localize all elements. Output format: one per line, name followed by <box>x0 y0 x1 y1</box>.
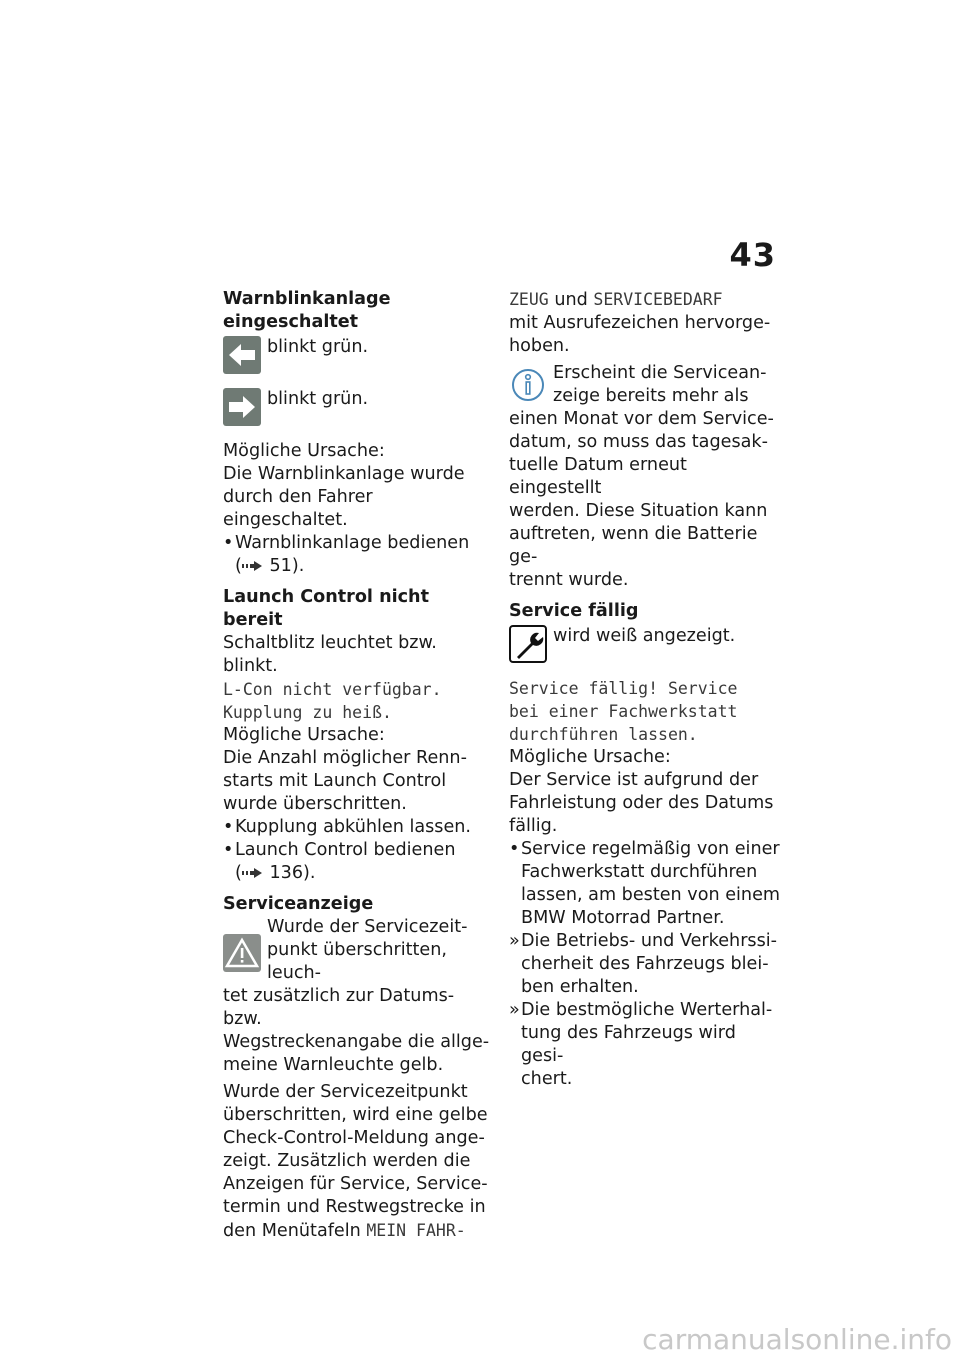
result-2a: Die bestmögliche Werterhal- <box>521 1000 773 1020</box>
info-block <box>509 362 781 592</box>
hazard-heading-line-2: eingeschaltet <box>223 312 359 332</box>
info-line-2: zeige bereits mehr als <box>553 386 749 406</box>
bullet-clutch: • Kupplung abkühlen lassen. <box>223 816 493 839</box>
watermark-url: carmanualsonline.info <box>642 1323 952 1356</box>
service-para-7: den Menütafeln MEIN FAHR- <box>223 1221 466 1241</box>
launch-cause-3: wurde überschritten. <box>223 794 407 814</box>
turn-left-indicator-icon <box>223 336 261 374</box>
continuation-2: mit Ausrufezeichen hervorge- <box>509 313 771 333</box>
bullet-launch-ref: 136). <box>269 863 316 883</box>
bullet-service-4: BMW Motorrad Partner. <box>521 908 725 928</box>
launch-heading: Launch Control nicht bereit <box>223 587 429 630</box>
left-indicator-text: blinkt grün. <box>267 337 369 357</box>
launch-cause-2: starts mit Launch Control <box>223 771 447 791</box>
right-indicator-text: blinkt grün. <box>267 389 369 409</box>
launch-cause-1: Die Anzahl möglicher Renn- <box>223 748 467 768</box>
result-1: » Die Betriebs- und Verkehrssi- cherheit des Fahrzeugs blei- ben erhalten. <box>509 930 781 999</box>
result-2: » Die bestmögliche Werterhal- tung des Fahrzeugs wird gesi- chert. <box>509 999 781 1091</box>
due-cause-1: Der Service ist aufgrund der <box>509 770 759 790</box>
info-line-4: datum, so muss das tagesak- <box>509 432 768 452</box>
warning-triangle-icon <box>223 934 261 972</box>
reference-arrow-icon <box>242 867 264 879</box>
result-1b: cherheit des Fahrzeugs blei- <box>521 954 769 974</box>
info-line-5: tuelle Datum erneut eingestellt <box>509 455 687 498</box>
cause-line-2: durch den Fahrer eingeschaltet. <box>223 487 373 530</box>
continuation-3: hoben. <box>509 336 570 356</box>
bullet-hazard-ref-line[interactable]: ( 51). <box>235 556 305 576</box>
page-number: 43 <box>729 236 776 274</box>
bullet-hazard: • Warnblinkanlage bedienen <box>223 532 493 555</box>
bullet-hazard-text: Warnblinkanlage bedienen <box>235 533 470 553</box>
left-indicator-row <box>223 336 493 384</box>
service-para-1: Wurde der Servicezeitpunkt <box>223 1082 468 1102</box>
result-1c: ben erhalten. <box>521 977 639 997</box>
service-para-5: Anzeigen für Service, Service- <box>223 1174 488 1194</box>
service-para-4: zeigt. Zusätzlich werden die <box>223 1151 471 1171</box>
launch-cause-label: Mögliche Ursache: <box>223 725 385 745</box>
service-warning-1: Wurde der Servicezeit- <box>267 917 468 937</box>
bullet-hazard-ref: 51). <box>269 556 305 576</box>
info-line-7: auftreten, wenn die Batterie ge- <box>509 524 758 567</box>
continuation-line: ZEUG und SERVICEBEDARF <box>509 290 723 310</box>
service-warning-block <box>223 916 493 1077</box>
reference-arrow-icon <box>242 560 264 572</box>
bullet-service-3: lassen, am besten von einem <box>521 885 781 905</box>
service-heading: Serviceanzeige <box>223 894 374 914</box>
info-line-1: Erscheint die Servicean- <box>553 363 767 383</box>
service-warning-3: tet zusätzlich zur Datums- bzw. <box>223 986 455 1029</box>
result-1a: Die Betriebs- und Verkehrssi- <box>521 931 777 951</box>
launch-line: Schaltblitz leuchtet bzw. blinkt. <box>223 633 437 676</box>
info-icon <box>509 365 547 403</box>
launch-message-2: Kupplung zu heiß. <box>223 703 392 722</box>
service-due-message-2: bei einer Fachwerkstatt <box>509 702 738 721</box>
service-para-3: Check-Control-Meldung ange- <box>223 1128 485 1148</box>
bullet-launch-ref-line[interactable]: ( 136). <box>235 863 316 883</box>
service-due-text: wird weiß angezeigt. <box>553 626 736 646</box>
service-due-message-1: Service fällig! Service <box>509 679 738 698</box>
launch-message-1: L-Con nicht verfügbar. <box>223 680 442 699</box>
menu-name-mein-fahr: MEIN FAHR- <box>366 1221 466 1240</box>
bullet-service: • Service regelmäßig von einer Fachwerkstatt durchführen lassen, am besten von einem BMW Motorrad Partner. <box>509 839 781 928</box>
cause-label: Mögliche Ursache: <box>223 441 385 461</box>
service-warning-4: Wegstreckenangabe die allge- <box>223 1032 490 1052</box>
wrench-icon <box>509 625 547 663</box>
bullet-service-1: Service regelmäßig von einer <box>521 839 780 859</box>
service-para-2: überschritten, wird eine gelbe <box>223 1105 488 1125</box>
result-2b: tung des Fahrzeugs wird gesi- <box>521 1023 736 1066</box>
service-due-message-3: durchführen lassen. <box>509 725 698 744</box>
service-due-heading: Service fällig <box>509 601 639 621</box>
due-cause-3: fällig. <box>509 816 558 836</box>
due-cause-2: Fahrleistung oder des Datums <box>509 793 774 813</box>
info-line-8: trennt wurde. <box>509 570 629 590</box>
service-warning-5: meine Warnleuchte gelb. <box>223 1055 444 1075</box>
service-due-row <box>509 625 781 673</box>
turn-right-indicator-icon <box>223 388 261 426</box>
service-para-6: termin und Restwegstrecke in <box>223 1197 486 1217</box>
bullet-service-2: Fachwerkstatt durchführen <box>521 862 758 882</box>
service-warning-2: punkt überschritten, leuch- <box>267 940 448 983</box>
info-line-3: einen Monat vor dem Service- <box>509 409 774 429</box>
right-indicator-row <box>223 388 493 436</box>
result-2c: chert. <box>521 1069 573 1089</box>
left-column <box>223 288 493 1243</box>
menu-name-servicebedarf: SERVICEBEDARF <box>593 290 723 309</box>
bullet-launch: • Launch Control bedienen <box>223 839 493 862</box>
info-line-6: werden. Diese Situation kann <box>509 501 768 521</box>
due-cause-label: Mögliche Ursache: <box>509 747 671 767</box>
bullet-launch-text: Launch Control bedienen <box>235 840 456 860</box>
hazard-heading-line-1: Warnblinkanlage <box>223 289 391 309</box>
bullet-clutch-text: Kupplung abkühlen lassen. <box>235 817 472 837</box>
cause-line-1: Die Warnblinkanlage wurde <box>223 464 465 484</box>
right-column <box>509 288 781 1091</box>
menu-name-zeug: ZEUG <box>509 290 549 309</box>
